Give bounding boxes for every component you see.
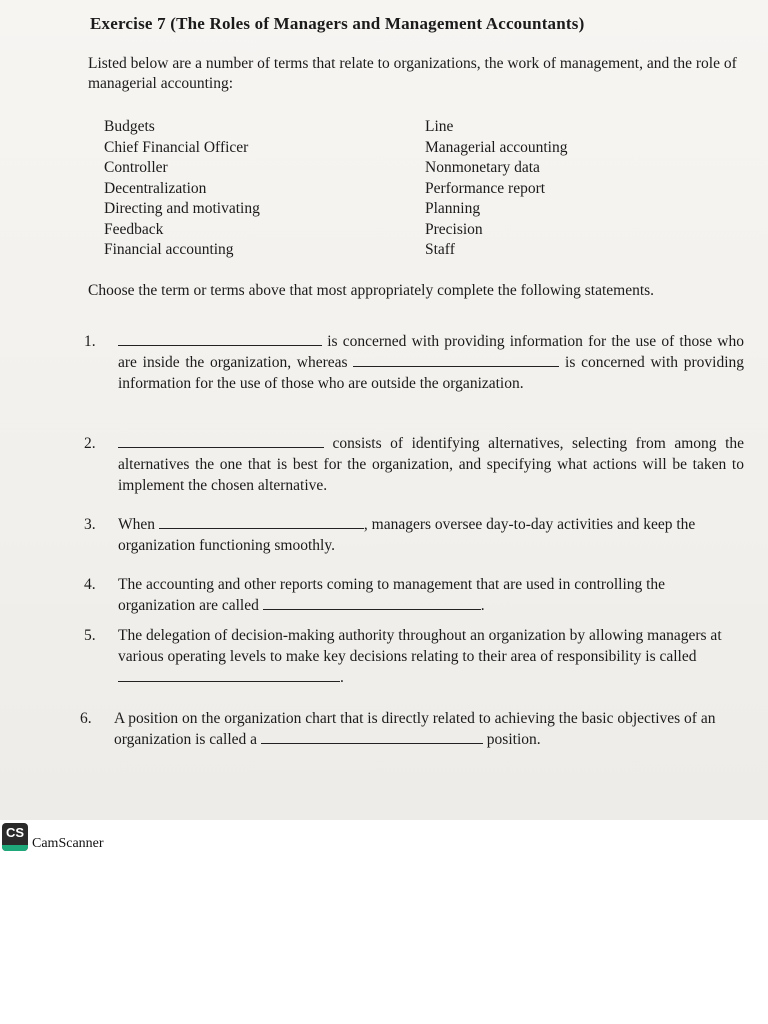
terms-list-left xyxy=(104,117,260,261)
terms-list-right xyxy=(425,117,567,261)
term-item: Precision xyxy=(425,220,483,238)
intro-paragraph: Listed below are a number of terms that relate to organizations, the work of management, and the role of managerial accounting: xyxy=(88,55,737,92)
term-item: Planning xyxy=(425,200,481,217)
question-number: 5. xyxy=(84,627,96,644)
term-item: Feedback xyxy=(104,220,164,238)
answer-blank xyxy=(263,595,481,610)
term-item: Decentralization xyxy=(104,179,207,197)
camscanner-badge-text: CS xyxy=(5,825,25,840)
question-5-end: . xyxy=(340,669,344,686)
question-1-part2: is concerned with providing information for the use of those who are outside the organization. xyxy=(118,354,745,392)
question-text xyxy=(118,574,744,616)
answer-blank xyxy=(118,331,322,346)
camscanner-logo-icon xyxy=(2,823,28,851)
question-text xyxy=(118,514,744,556)
term-item: Staff xyxy=(425,241,455,258)
term-item: Financial accounting xyxy=(104,241,234,258)
answer-blank xyxy=(353,352,559,367)
answer-blank xyxy=(118,667,340,682)
question-number: 4. xyxy=(84,576,96,593)
question-number: 1. xyxy=(84,333,96,350)
question-number: 2. xyxy=(84,435,96,452)
camscanner-watermark: CamScanner xyxy=(32,836,104,851)
question-5-text: The delegation of decision-making authority throughout an organization by allowing managers at various operating levels to make key decisions relating to their area of responsibility is called xyxy=(118,627,722,665)
question-3-before: When xyxy=(118,516,156,533)
question-2-text: consists of identifying alternatives, selecting from among the alternatives the one that is best for the organization, and specifying what actions will be taken to implement the chosen alternative. xyxy=(118,435,745,494)
term-item: Budgets xyxy=(104,118,155,135)
question-3-after: , managers oversee day-to-day activities and keep the organization functioning smoothly. xyxy=(118,516,696,554)
question-text xyxy=(118,331,744,394)
term-item: Nonmonetary data xyxy=(425,159,540,176)
question-text xyxy=(118,433,744,496)
question-4-end: . xyxy=(480,597,485,614)
question-6-text: A position on the organization chart that is directly related to achieving the basic objectives of an organization is called a xyxy=(114,710,716,748)
term-item: Line xyxy=(425,118,454,135)
answer-blank xyxy=(118,433,324,448)
answer-blank xyxy=(261,729,483,744)
question-number: 3. xyxy=(84,516,96,533)
question-number: 6. xyxy=(80,710,92,727)
term-item: Performance report xyxy=(425,179,546,197)
term-item: Chief Financial Officer xyxy=(104,138,249,156)
question-1-part1: is concerned with providing information for the use of those who are inside the organization, whereas xyxy=(118,333,744,371)
term-item: Controller xyxy=(104,159,168,176)
instruction-text: Choose the term or terms above that most appropriately complete the following statements. xyxy=(88,282,655,299)
question-4-text: The accounting and other reports coming to management that are used in controlling the organization are called xyxy=(118,576,666,614)
question-text xyxy=(114,708,740,750)
term-item: Managerial accounting xyxy=(425,138,568,156)
exercise-title: Exercise 7 (The Roles of Managers and Management Accountants) xyxy=(90,14,585,33)
answer-blank xyxy=(159,514,364,529)
term-item: Directing and motivating xyxy=(104,200,260,217)
question-6-end: position. xyxy=(486,731,541,748)
question-text xyxy=(118,625,744,688)
camscanner-badge-stripe xyxy=(2,845,28,851)
